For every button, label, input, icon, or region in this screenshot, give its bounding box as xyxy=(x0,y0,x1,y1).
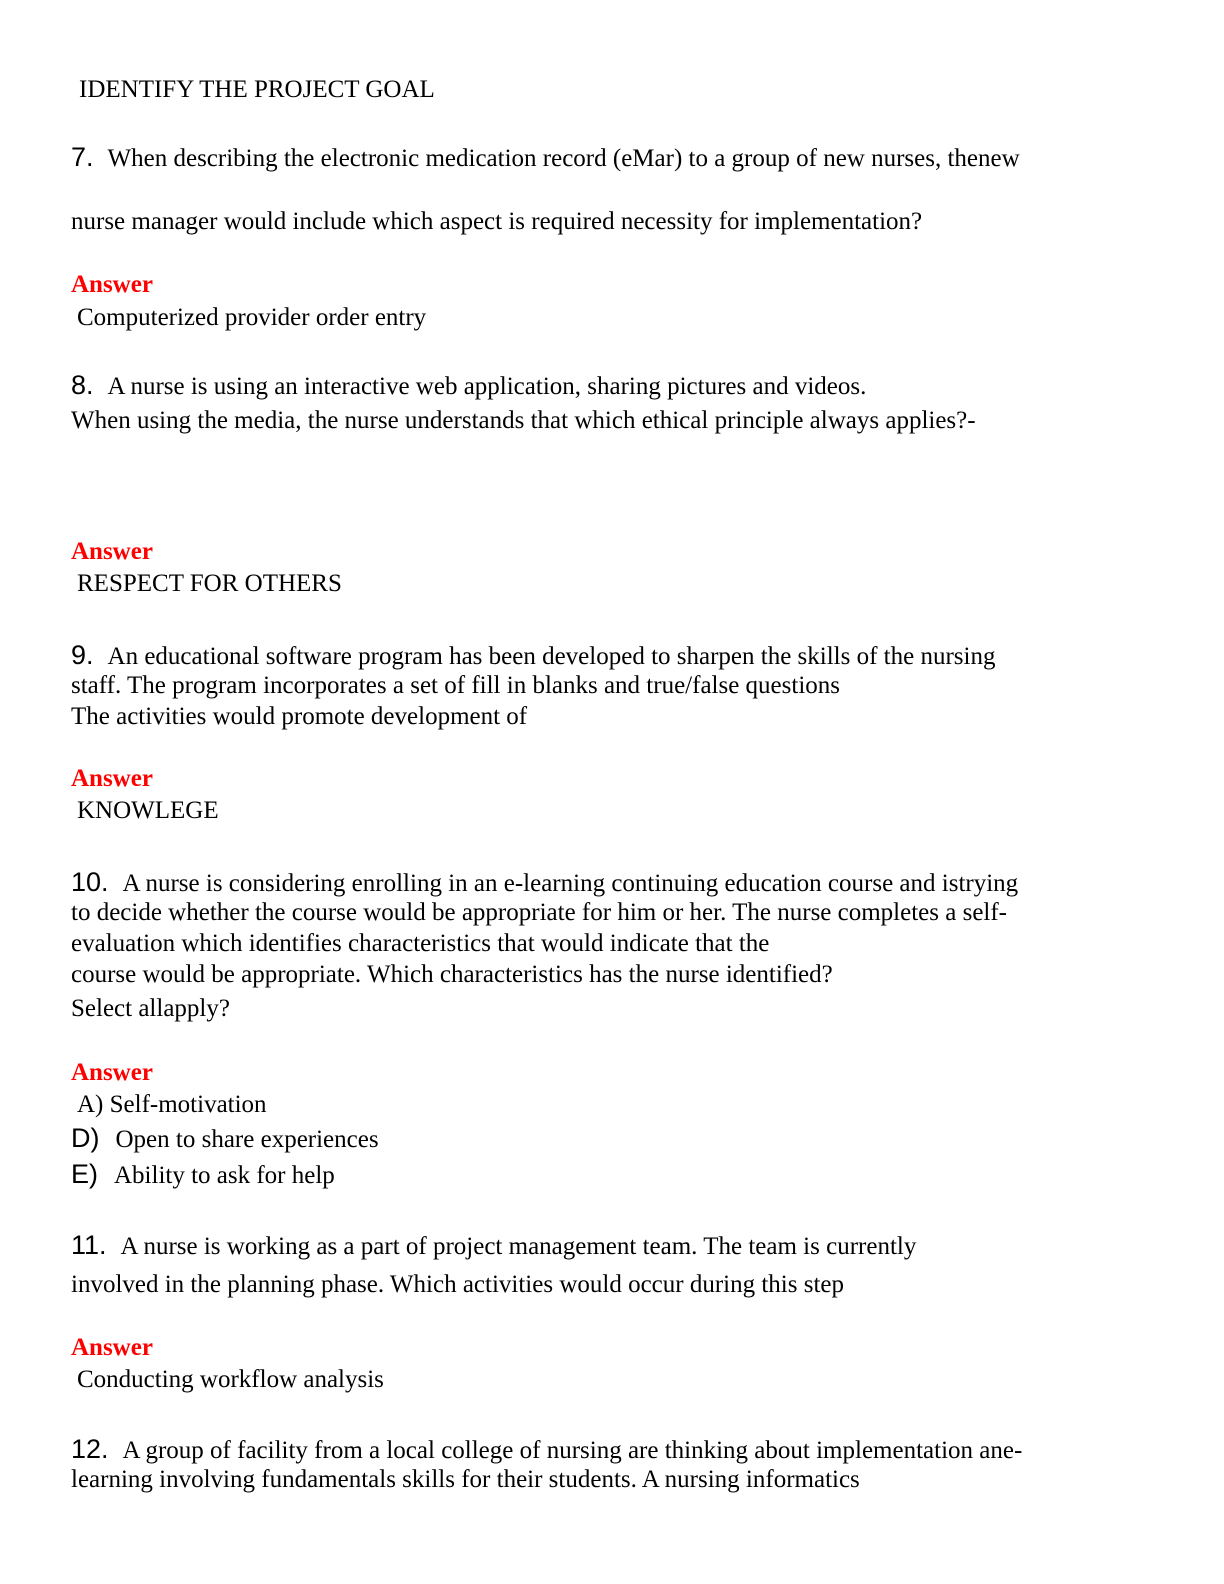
question-10-line-1 xyxy=(71,869,1018,896)
question-number: 11. xyxy=(71,1230,107,1260)
answer-label: Answer xyxy=(71,1334,153,1361)
question-text: When describing the electronic medication record (eMar) to a group of new nurses, thenew xyxy=(107,145,1020,172)
question-number: 7. xyxy=(71,142,94,172)
question-7-line-1 xyxy=(71,144,1020,171)
answer-label: Answer xyxy=(71,1059,153,1086)
question-number: 9. xyxy=(71,640,94,670)
question-number: 12. xyxy=(71,1434,109,1464)
question-11-line-2: involved in the planning phase. Which activities would occur during this step xyxy=(71,1271,844,1298)
option-text: Open to share experiences xyxy=(115,1126,379,1153)
question-text: An educational software program has been developed to sharpen the skills of the nursing xyxy=(107,643,996,670)
question-8-line-2: When using the media, the nurse understands that which ethical principle always applies?- xyxy=(71,407,976,434)
answer-option-e xyxy=(71,1161,335,1188)
answer-label: Answer xyxy=(71,765,153,792)
question-9-line-3: The activities would promote development of xyxy=(71,703,528,730)
question-7-line-2: nurse manager would include which aspect is required necessity for implementation? xyxy=(71,208,923,235)
question-text: A nurse is considering enrolling in an e-learning continuing education course and istrying xyxy=(122,870,1019,897)
question-text: A nurse is using an interactive web application, sharing pictures and videos. xyxy=(107,373,867,400)
answer-option-d xyxy=(71,1125,379,1152)
question-10-line-2: to decide whether the course would be appropriate for him or her. The nurse completes a self- xyxy=(71,899,1008,926)
question-10-line-5: Select allapply? xyxy=(71,995,230,1022)
question-text: A nurse is working as a part of project management team. The team is currently xyxy=(120,1233,917,1260)
question-9-line-1 xyxy=(71,642,995,669)
question-number: 8. xyxy=(71,370,94,400)
question-12-line-2: learning involving fundamentals skills for their students. A nursing informatics xyxy=(71,1466,860,1493)
answer-text: RESPECT FOR OTHERS xyxy=(77,570,342,597)
option-letter: D) xyxy=(71,1123,100,1153)
answer-text: KNOWLEGE xyxy=(77,797,219,824)
question-10-line-4: course would be appropriate. Which characteristics has the nurse identified? xyxy=(71,961,833,988)
answer-option-a: A) Self-motivation xyxy=(77,1091,267,1118)
question-12-line-1 xyxy=(71,1436,1022,1463)
answer-label: Answer xyxy=(71,538,153,565)
option-text: Ability to ask for help xyxy=(114,1162,335,1189)
section-heading: IDENTIFY THE PROJECT GOAL xyxy=(79,76,435,103)
question-10-line-3: evaluation which identifies characteristics that would indicate that the xyxy=(71,930,770,957)
answer-label: Answer xyxy=(71,271,153,298)
question-11-line-1 xyxy=(71,1232,916,1259)
answer-text: Conducting workflow analysis xyxy=(77,1366,384,1393)
question-number: 10. xyxy=(71,867,109,897)
question-9-line-2: staff. The program incorporates a set of fill in blanks and true/false questions xyxy=(71,672,841,699)
question-8-line-1 xyxy=(71,372,866,399)
question-text: A group of facility from a local college of nursing are thinking about implementation ane- xyxy=(122,1437,1023,1464)
option-letter: E) xyxy=(71,1159,98,1189)
answer-text: Computerized provider order entry xyxy=(77,304,427,331)
